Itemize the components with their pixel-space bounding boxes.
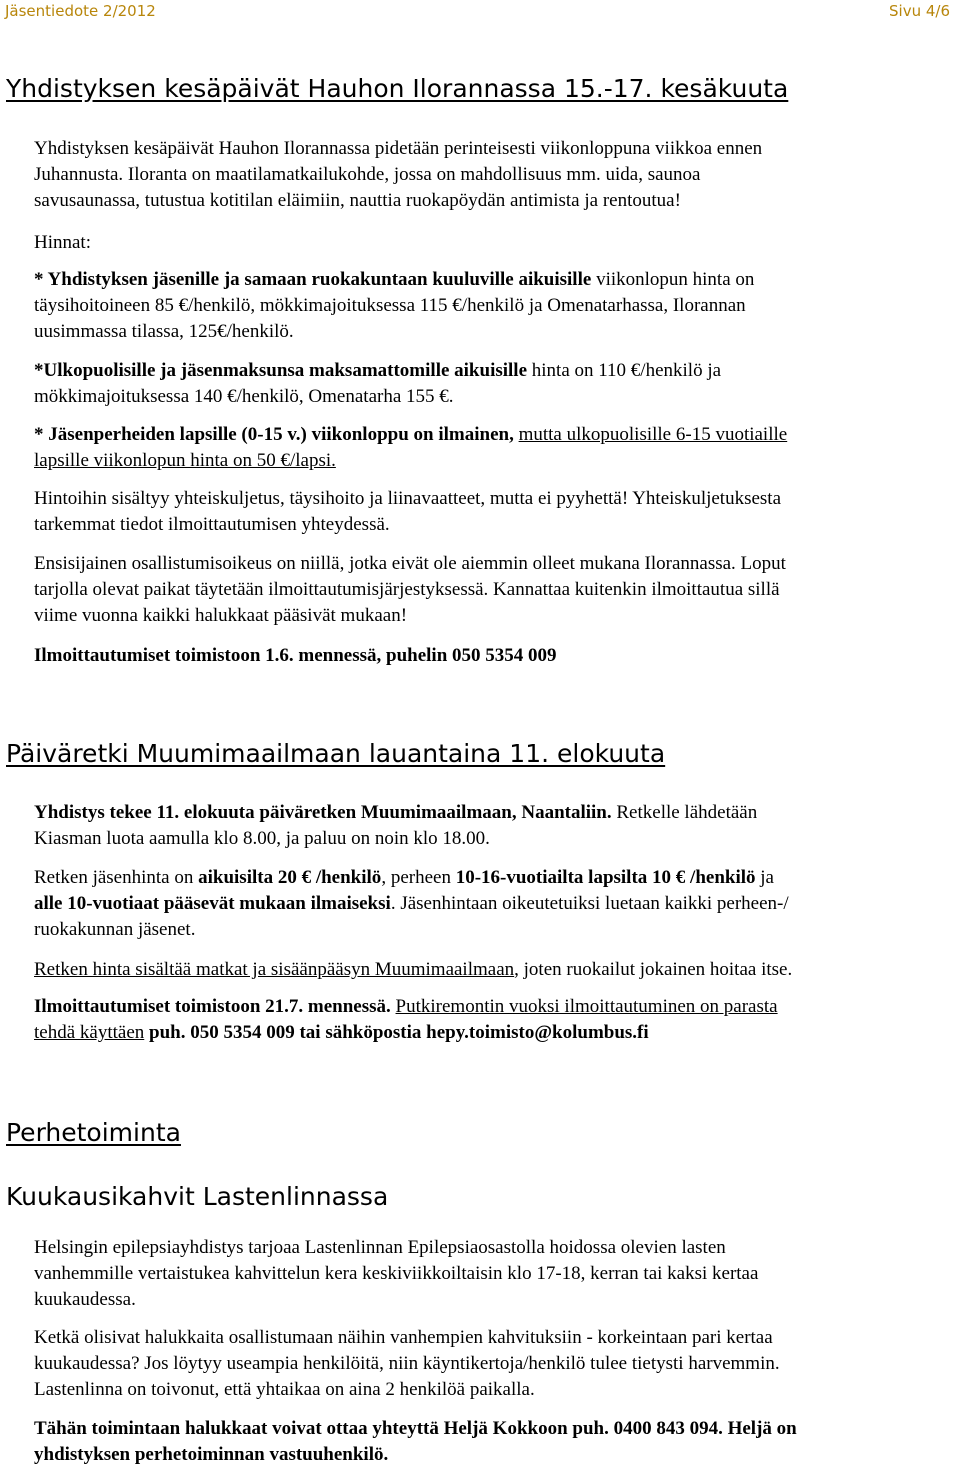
prices-heading: Hinnat: bbox=[34, 232, 91, 253]
coffee-participants-line: Lastenlinna on toivonut, että yhtaikaa on aina 2 henkilöä paikalla. bbox=[34, 1379, 535, 1400]
coffee-contact-line: Tähän toimintaan halukkaat voivat ottaa yhteyttä Heljä Kokkoon puh. 0400 843 094. Heljä on bbox=[34, 1418, 797, 1439]
price-non-members-bold: *Ulkopuolisille ja jäsenmaksunsa maksamattomille aikuisille bbox=[34, 360, 528, 381]
price-non-members bbox=[34, 358, 960, 410]
coffee-participants-line: Ketkä olisivat halukkaita osallistumaan näihin vanhempien kahvituksiin - korkeintaan pari kertaa bbox=[34, 1327, 773, 1348]
summer-days-intro bbox=[34, 136, 960, 214]
price-members-text: viikonlopun hinta on bbox=[591, 269, 755, 290]
price-includes-line: tarkemmat tiedot ilmoittautumisen yhteydessä. bbox=[34, 514, 390, 535]
section-title-day-trip: Päiväretki Muumimaailmaan lauantaina 11. elokuuta bbox=[6, 739, 666, 768]
trip-price-adults: aikuisilta 20 € /henkilö bbox=[198, 867, 382, 888]
trip-price-text: . Jäsenhintaan oikeutetuiksi luetaan kaikki perheen-/ bbox=[390, 893, 789, 914]
subsection-title-coffee-mornings: Kuukausikahvit Lastenlinnassa bbox=[6, 1182, 389, 1211]
price-non-members-line: mökkimajoituksessa 140 €/henkilö, Omenatarha 155 €. bbox=[34, 386, 454, 407]
trip-signup-contact: puh. 050 5354 009 tai sähköpostia hepy.toimisto@kolumbus.fi bbox=[144, 1022, 649, 1043]
price-children-underlined: lapsille viikonlopun hinta on 50 €/lapsi. bbox=[34, 450, 336, 471]
price-includes-line: Hintoihin sisältyy yhteiskuljetus, täysihoito ja liinavaatteet, mutta ei pyyhettä! Yhteiskuljetuksesta bbox=[34, 488, 782, 509]
intro-line: Yhdistyksen kesäpäivät Hauhon Ilorannassa pidetään perinteisesti viikonloppuna viikkoa ennen bbox=[34, 138, 763, 159]
trip-signup-deadline: Ilmoittautumiset toimistoon 21.7. mennessä. bbox=[34, 996, 391, 1017]
price-children-bold: * Jäsenperheiden lapsille (0-15 v.) viikonloppu on ilmainen, bbox=[34, 424, 514, 445]
trip-intro-line bbox=[34, 800, 960, 826]
trip-price-text: Retken jäsenhinta on bbox=[34, 867, 199, 888]
section-title-summer-days: Yhdistyksen kesäpäivät Hauhon Ilorannassa 15.-17. kesäkuuta bbox=[6, 74, 789, 103]
trip-intro-bold: Yhdistys tekee 11. elokuuta päiväretken Muumimaailmaan, Naantaliin. bbox=[34, 802, 612, 823]
trip-signup bbox=[34, 994, 960, 1046]
trip-signup-underlined: tehdä käyttäen bbox=[34, 1022, 145, 1043]
section-title-family-activities: Perhetoiminta bbox=[6, 1118, 181, 1147]
priority-line: Ensisijainen osallistumisoikeus on niillä, jotka eivät ole aiemmin olleet mukana Ilorannassa. Loput bbox=[34, 553, 786, 574]
coffee-participants-line: kuukaudessa? Jos löytyy useampia henkilöitä, niin käyntikertoja/henkilö tulee tietysti harvemmin. bbox=[34, 1353, 780, 1374]
trip-intro bbox=[34, 800, 960, 852]
price-non-members-line bbox=[34, 358, 960, 384]
coffee-contact bbox=[34, 1416, 960, 1468]
header-title: Jäsentiedote 2/2012 bbox=[5, 2, 156, 20]
trip-price-text: ja bbox=[755, 867, 774, 888]
price-children bbox=[34, 422, 960, 474]
trip-signup-line bbox=[34, 1020, 960, 1046]
trip-includes-line bbox=[34, 957, 960, 983]
trip-price-line bbox=[34, 865, 960, 891]
priority-line: tarjolla olevat paikat täytetään ilmoittautumisjärjestyksessä. Kannattaa kuitenkin ilmoittautua sillä bbox=[34, 579, 780, 600]
price-members bbox=[34, 267, 960, 345]
price-children-line bbox=[34, 422, 960, 448]
coffee-contact-line: yhdistyksen perhetoiminnan vastuuhenkilö. bbox=[34, 1444, 389, 1465]
signup-info bbox=[34, 643, 960, 669]
trip-includes bbox=[34, 957, 960, 983]
trip-price-line bbox=[34, 891, 960, 917]
trip-includes-text: , joten ruokailut jokainen hoitaa itse. bbox=[514, 959, 793, 980]
priority-line: viime vuonna kaikki halukkaat pääsivät mukaan! bbox=[34, 605, 408, 626]
trip-includes-underlined: Retken hinta sisältää matkat ja sisäänpääsyn Muumimaailmaan bbox=[34, 959, 515, 980]
price-non-members-text: hinta on 110 €/henkilö ja bbox=[527, 360, 722, 381]
trip-intro-line: Kiasman luota aamulla klo 8.00, ja paluu on noin klo 18.00. bbox=[34, 828, 490, 849]
coffee-intro-line: kuukaudessa. bbox=[34, 1289, 136, 1310]
trip-intro-text: Retkelle lähdetään bbox=[611, 802, 758, 823]
price-children-line bbox=[34, 448, 960, 474]
trip-price-text: , perheen bbox=[381, 867, 456, 888]
trip-price-free: alle 10-vuotiaat pääsevät mukaan ilmaiseksi bbox=[34, 893, 391, 914]
priority-info bbox=[34, 551, 960, 629]
coffee-intro-line: vanhemmille vertaistukea kahvittelun kera keskiviikkoiltaisin klo 17-18, kerran tai kaksi kertaa bbox=[34, 1263, 759, 1284]
intro-line: savusaunassa, tutustua kotitilan eläimiin, nauttia ruokapöydän antimista ja rentoutua! bbox=[34, 190, 681, 211]
price-children-underlined: mutta ulkopuolisille 6-15 vuotiaille bbox=[518, 424, 788, 445]
signup-text: Ilmoittautumiset toimistoon 1.6. mennessä, puhelin 050 5354 009 bbox=[34, 645, 557, 666]
page-number: Sivu 4/6 bbox=[889, 2, 950, 20]
trip-price-children: 10-16-vuotiailta lapsilta 10 € /henkilö bbox=[455, 867, 756, 888]
intro-line: Juhannusta. Iloranta on maatilamatkailukohde, jossa on mahdollisuus mm. uida, saunoa bbox=[34, 164, 701, 185]
coffee-intro bbox=[34, 1235, 960, 1313]
trip-signup-underlined: Putkiremontin vuoksi ilmoittautuminen on parasta bbox=[395, 996, 778, 1017]
trip-price-line: ruokakunnan jäsenet. bbox=[34, 919, 196, 940]
price-members-line: uusimmassa tilassa, 125€/henkilö. bbox=[34, 321, 294, 342]
trip-price bbox=[34, 865, 960, 943]
price-members-line: täysihoitoineen 85 €/henkilö, mökkimajoituksessa 115 €/henkilö ja Omenatarhassa, Ilorannan bbox=[34, 295, 746, 316]
price-members-line bbox=[34, 267, 960, 293]
coffee-intro-line: Helsingin epilepsiayhdistys tarjoaa Lastenlinnan Epilepsiaosastolla hoidossa olevien lasten bbox=[34, 1237, 726, 1258]
price-includes bbox=[34, 486, 960, 538]
price-members-bold: * Yhdistyksen jäsenille ja samaan ruokakuntaan kuuluville aikuisille bbox=[34, 269, 592, 290]
coffee-participants bbox=[34, 1325, 960, 1403]
trip-signup-line bbox=[34, 994, 960, 1020]
